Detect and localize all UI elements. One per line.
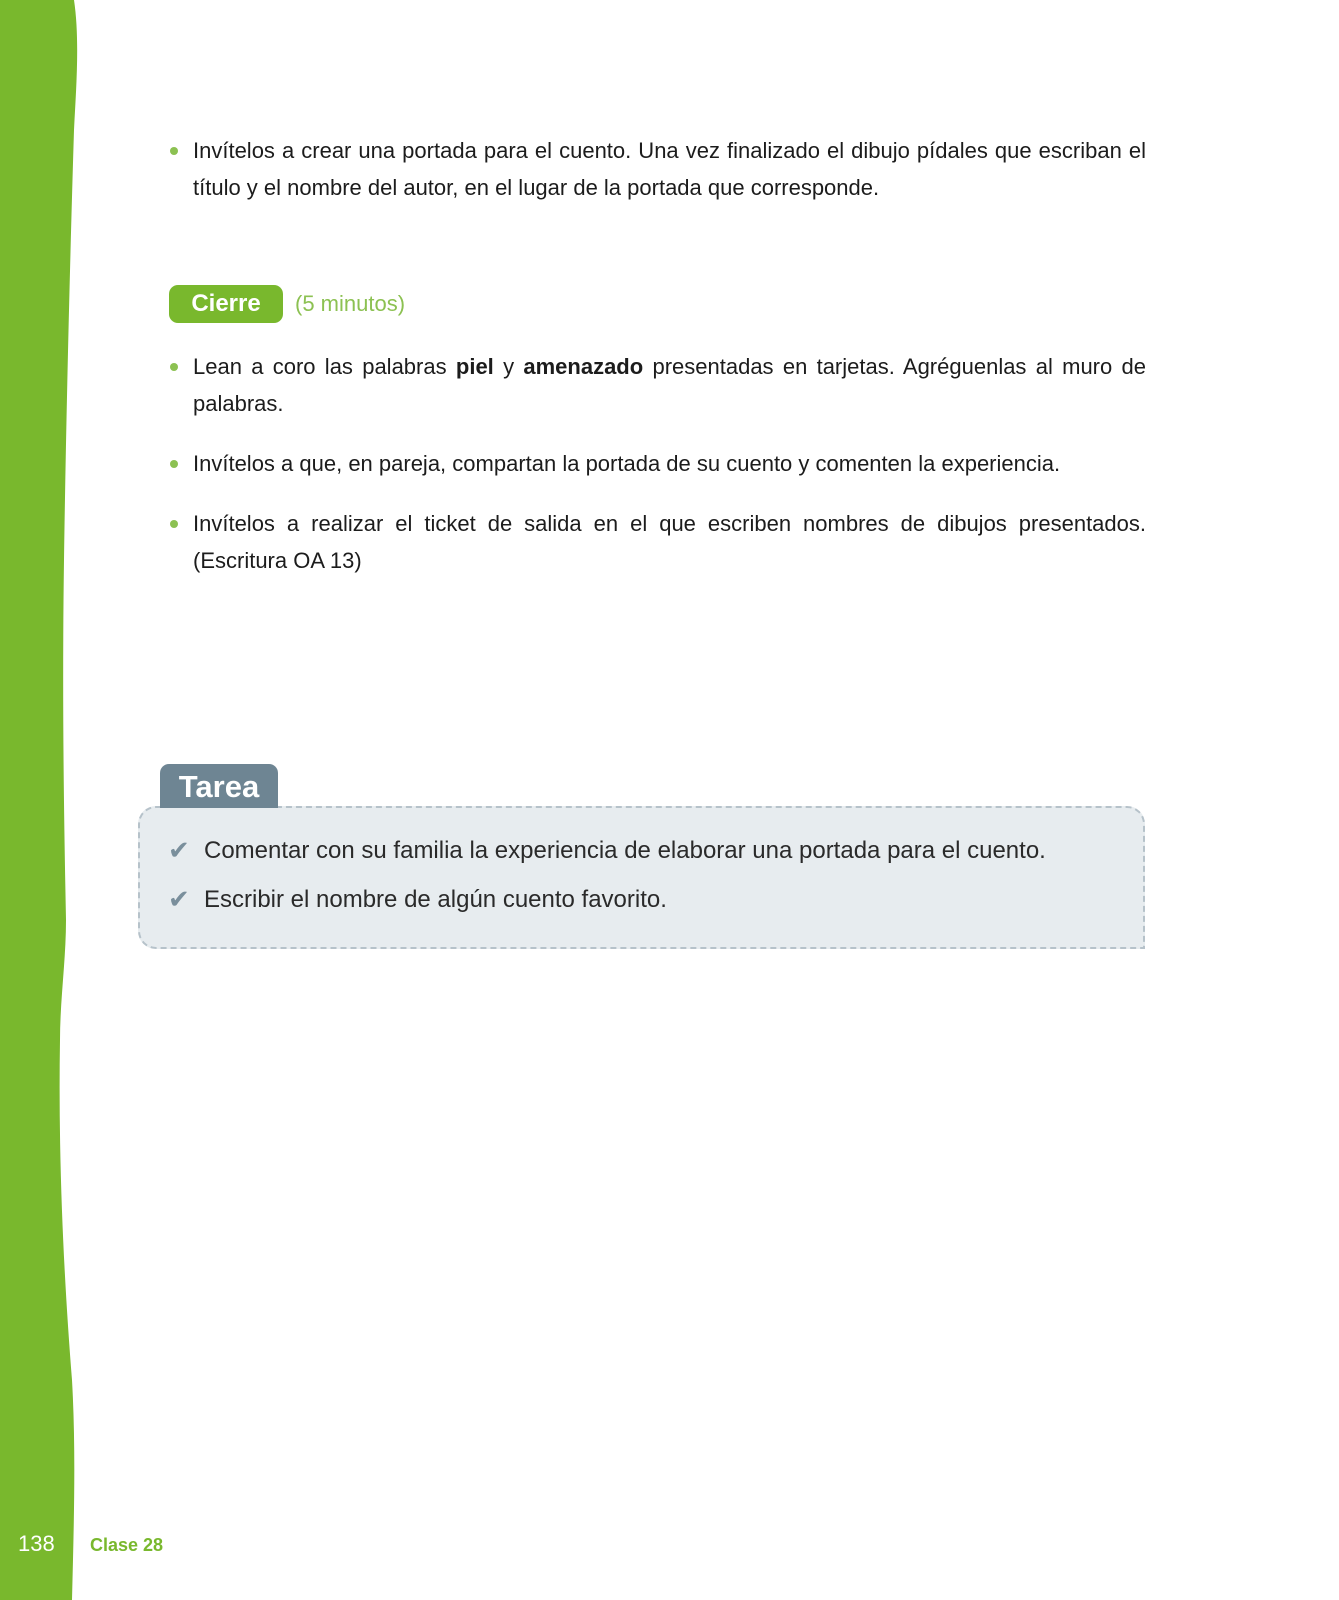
bullet-dot: [170, 363, 178, 371]
text-run: presentadas en tarjetas. Agréguenlas al muro de palabras.: [193, 354, 1146, 416]
bullet-dot: [170, 520, 178, 528]
tarea-item-text: Escribir el nombre de algún cuento favorito.: [204, 885, 667, 913]
bullet-dot: [170, 460, 178, 468]
cierre-bullet-list: [170, 348, 1146, 602]
page-number: 138: [18, 1531, 55, 1556]
list-item: [170, 445, 1146, 482]
cierre-header: [169, 285, 405, 323]
cierre-badge: Cierre: [169, 285, 283, 323]
intro-bullet-list: [170, 132, 1146, 229]
check-icon: ✔: [168, 884, 190, 914]
bullet-text: Invítelos a crear una portada para el cuento. Una vez finalizado el dibujo pídales que escriban el título y el nombre del autor, en el lugar de la portada que corresponde.: [193, 138, 1146, 200]
list-item: [170, 348, 1146, 422]
bold-word: amenazado: [523, 354, 644, 379]
bold-word: piel: [455, 354, 494, 379]
footer-class-label: Clase 28: [90, 1535, 164, 1555]
list-item: [170, 132, 1146, 206]
bullet-text: Invítelos a que, en pareja, compartan la portada de su cuento y comenten la experiencia.: [193, 451, 1061, 476]
list-item: [170, 505, 1146, 579]
bullet-dot: [170, 147, 178, 155]
tarea-box: [138, 806, 1145, 949]
side-strip: [0, 0, 90, 1600]
text-run: Lean a coro las palabras: [193, 354, 456, 379]
tarea-item: [168, 826, 1143, 875]
tarea-item: [168, 875, 1143, 924]
bullet-text: Invítelos a realizar el ticket de salida en el que escriben nombres de dibujos presentados. (Escritura OA 13): [193, 511, 1146, 573]
tarea-tab: Tarea: [160, 764, 278, 808]
bullet-text: [193, 354, 1146, 416]
text-run: y: [493, 354, 524, 379]
check-icon: ✔: [168, 835, 190, 865]
tarea-item-text: Comentar con su familia la experiencia de elaborar una portada para el cuento.: [204, 836, 1046, 864]
cierre-duration: (5 minutos): [295, 291, 406, 316]
